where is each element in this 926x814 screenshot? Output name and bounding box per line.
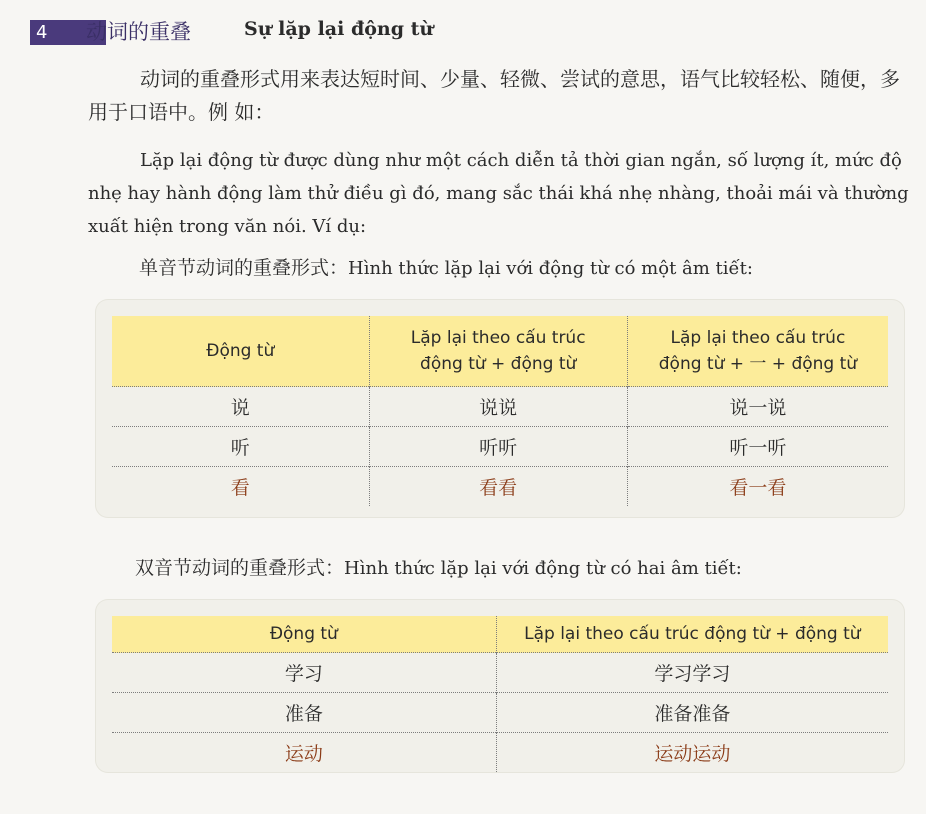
- table-row: [112, 427, 888, 467]
- table-row: [112, 733, 888, 773]
- column-header: Động từ: [112, 616, 496, 653]
- table-header-row: [112, 316, 888, 387]
- subheading-disyllabic-zh: 双音节动词的重叠形式：: [135, 557, 345, 579]
- column-header: [627, 316, 888, 387]
- subheading-monosyllabic: [139, 253, 753, 280]
- table-header-row: [112, 616, 888, 653]
- section-number-badge: 4: [30, 20, 106, 45]
- header-v-yi-v: Lặp lại theo cấu trúc động từ + 一 + động từ: [658, 328, 858, 374]
- section-title-chinese: 动词的重叠: [86, 20, 191, 44]
- section-title-vietnamese: Sự lặp lại động từ: [244, 18, 434, 40]
- table-disyllabic: [112, 616, 888, 772]
- table-cell: 看: [112, 467, 369, 507]
- table-cell: 看看: [369, 467, 627, 507]
- table-cell: 看一看: [627, 467, 888, 507]
- table-cell: 准备: [112, 693, 496, 733]
- table-cell: 听: [112, 427, 369, 467]
- table-cell: 学习学习: [496, 653, 888, 693]
- table-cell: 听一听: [627, 427, 888, 467]
- table-cell: 听听: [369, 427, 627, 467]
- table-row: [112, 387, 888, 427]
- header-vv: Lặp lại theo cấu trúc động từ + động từ: [410, 328, 586, 374]
- paragraph-vietnamese: Lặp lại động từ được dùng như một cách diễn tả thời gian ngắn, số lượng ít, mức độ nhẹ hay hành động làm thử điều gì đó, mang sắc thái khá nhẹ nhàng, thoải mái và thường xuất hiện trong văn nói. Ví dụ:: [88, 150, 909, 237]
- table-cell: 准备准备: [496, 693, 888, 733]
- column-header: [369, 316, 627, 387]
- table-cell: 运动: [112, 733, 496, 773]
- table-cell: 运动运动: [496, 733, 888, 773]
- subheading-monosyllabic-zh: 单音节动词的重叠形式：: [139, 257, 349, 279]
- subheading-monosyllabic-vi: Hình thức lặp lại với động từ có một âm tiết:: [348, 258, 753, 279]
- table-cell: 说一说: [627, 387, 888, 427]
- table-row: [112, 653, 888, 693]
- header-verb: Động từ: [206, 341, 275, 361]
- subheading-disyllabic: [135, 553, 742, 580]
- column-header: Lặp lại theo cấu trúc động từ + động từ: [496, 616, 888, 653]
- column-header: [112, 316, 369, 387]
- table-cell: 说: [112, 387, 369, 427]
- table-cell: 说说: [369, 387, 627, 427]
- table-row: [112, 693, 888, 733]
- section-heading: [0, 0, 926, 64]
- paragraph-chinese: 动词的重叠形式用来表达短时间、少量、轻微、尝试的意思，语气比较轻松、随便，多用于口语中。例 如：: [88, 67, 900, 124]
- table-monosyllabic: [112, 316, 888, 506]
- subheading-disyllabic-vi: Hình thức lặp lại với động từ có hai âm tiết:: [344, 558, 742, 579]
- table-cell: 学习: [112, 653, 496, 693]
- table-row: [112, 467, 888, 507]
